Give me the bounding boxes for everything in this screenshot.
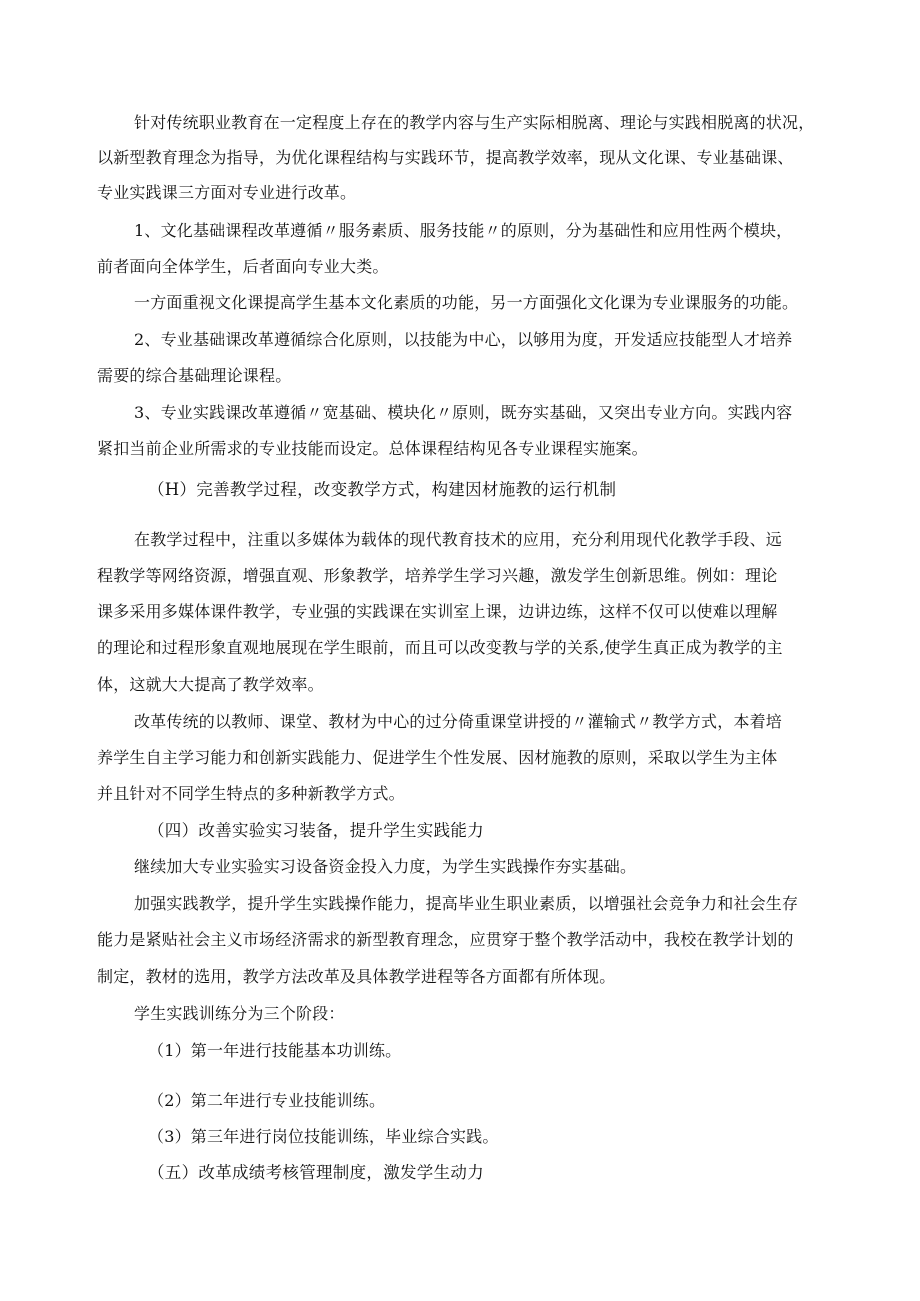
paragraph-item-1-line-2: 前者面向全体学生，后者面向专业大类。	[97, 257, 389, 276]
paragraph-practice-teaching-line-2: 能力是紧贴社会主义市场经济需求的新型教育理念，应贯穿于整个教学活动中，我校在教学计划的	[97, 930, 794, 949]
paragraph-item-3-line-2: 紧扣当前企业所需求的专业技能而设定。总体课程结构见各专业课程实施案。	[97, 439, 648, 458]
paragraph-teaching-process-line-3: 课多采用多媒体课件教学，专业强的实践课在实训室上课，边讲边练，这样不仅可以使难以理解	[97, 602, 778, 621]
section-heading-h: （H）完善教学过程，改变教学方式，构建因材施教的运行机制	[148, 480, 617, 499]
paragraph-item-3-line-1: 3、专业实践课改革遵循〃宽基础、模块化〃原则，既夯实基础，又突出专业方向。实践内容	[134, 403, 793, 422]
paragraph-intro-line-3: 专业实践课三方面对专业进行改革。	[97, 183, 357, 202]
paragraph-teaching-process-line-1: 在教学过程中，注重以多媒体为载体的现代教育技术的应用，充分利用现代化教学手段、远	[134, 530, 783, 549]
paragraph-teaching-process-line-4: 的理论和过程形象直观地展现在学生眼前，而且可以改变教与学的关系,使学生真正成为教学的主	[97, 638, 783, 657]
paragraph-three-stages: 学生实践训练分为三个阶段：	[134, 1004, 345, 1023]
paragraph-item-2-line-2: 需要的综合基础理论课程。	[97, 366, 292, 385]
stage-item-2: （2）第二年进行专业技能训练。	[148, 1091, 386, 1110]
paragraph-reform-methods-line-3: 并且针对不同学生特点的多种新教学方式。	[97, 784, 405, 803]
stage-item-3: （3）第三年进行岗位技能训练，毕业综合实践。	[148, 1127, 499, 1146]
paragraph-item-1-line-1: 1、文化基础课程改革遵循〃服务素质、服务技能〃的原则，分为基础性和应用性两个模块，	[134, 221, 793, 240]
paragraph-teaching-process-line-2: 程教学等网络资源，增强直观、形象教学，培养学生学习兴趣，激发学生创新思维。例如：理论	[97, 566, 778, 585]
paragraph-intro-line-1: 针对传统职业教育在一定程度上存在的教学内容与生产实际相脱离、理论与实践相脱离的状况，	[134, 113, 815, 132]
stage-item-1: （1）第一年进行技能基本功训练。	[148, 1041, 402, 1060]
paragraph-culture-course: 一方面重视文化课提高学生基本文化素质的功能，另一方面强化文化课为专业课服务的功能。	[134, 293, 799, 312]
paragraph-intro-line-2: 以新型教育理念为指导，为优化课程结构与实践环节，提高教学效率，现从文化课、专业基础课、	[97, 148, 794, 167]
paragraph-practice-teaching-line-1: 加强实践教学，提升学生实践操作能力，提高毕业生职业素质，以增强社会竞争力和社会生存	[134, 894, 799, 913]
paragraph-practice-teaching-line-3: 制定，教材的选用，教学方法改革及具体教学进程等各方面都有所体现。	[97, 967, 616, 986]
section-heading-4: （四）改善实验实习装备，提升学生实践能力	[148, 821, 484, 840]
paragraph-equipment-investment: 继续加大专业实验实习设备资金投入力度，为学生实践操作夯实基础。	[134, 857, 637, 876]
section-heading-5: （五）改革成绩考核管理制度，激发学生动力	[148, 1163, 484, 1182]
paragraph-reform-methods-line-1: 改革传统的以教师、课堂、教材为中心的过分倚重课堂讲授的〃灌输式〃教学方式，本着培	[134, 712, 783, 731]
paragraph-reform-methods-line-2: 养学生自主学习能力和创新实践能力、促进学生个性发展、因材施教的原则，采取以学生为主体	[97, 748, 778, 767]
paragraph-item-2-line-1: 2、专业基础课改革遵循综合化原则，以技能为中心，以够用为度，开发适应技能型人才培养	[134, 330, 793, 349]
paragraph-teaching-process-line-5: 体，这就大大提高了教学效率。	[97, 675, 324, 694]
